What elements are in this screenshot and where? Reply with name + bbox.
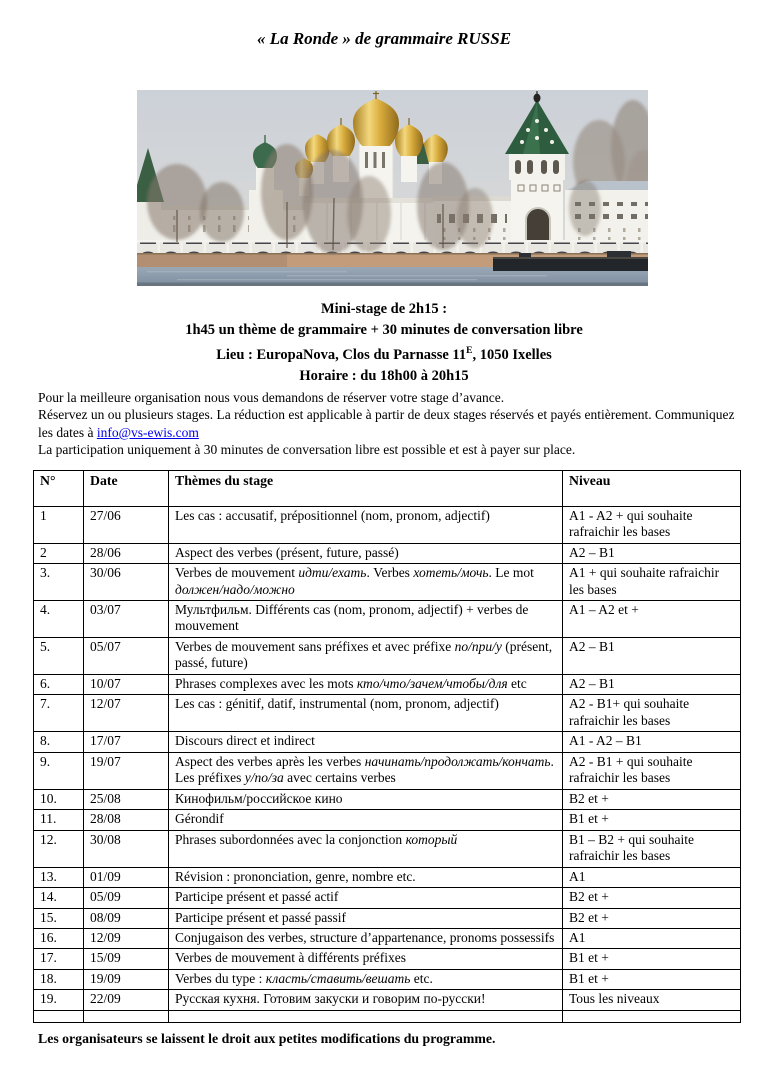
col-header-date: Date: [84, 470, 169, 506]
col-header-num: N°: [34, 470, 84, 506]
table-row: [34, 674, 741, 694]
cell-niveau: A1 - A2 + qui souhaite rafraichir les bases: [563, 506, 741, 543]
booking-notes: [38, 389, 738, 459]
table-row: [34, 601, 741, 638]
cell-theme: Participe présent et passé actif: [169, 888, 563, 908]
table-row: [34, 928, 741, 948]
cell-date: 01/09: [84, 867, 169, 887]
cell-niveau: A1 – A2 et +: [563, 601, 741, 638]
table-row: [34, 830, 741, 867]
cell-date: 10/07: [84, 674, 169, 694]
cell-theme: Aspect des verbes après les verbes начинать/продолжать/кончать. Les préfixes у/по/за avec certains verbes: [169, 752, 563, 789]
table-row: [34, 789, 741, 809]
cell-date: 27/06: [84, 506, 169, 543]
table-row: [34, 564, 741, 601]
cell-date: 08/09: [84, 908, 169, 928]
info-location-city: , 1050 Ixelles: [472, 346, 552, 363]
cell-niveau: A2 – B1: [563, 637, 741, 674]
cell-niveau: B2 et +: [563, 888, 741, 908]
cell-theme: Participe présent et passé passif: [169, 908, 563, 928]
monastery-photo: [137, 90, 648, 286]
stage-info-block: [0, 299, 768, 387]
cell-theme: Verbes de mouvement à différents préfixes: [169, 949, 563, 969]
table-row: [34, 908, 741, 928]
cell-theme: Les cas : génitif, datif, instrumental (nom, pronom, adjectif): [169, 695, 563, 732]
cell-theme: Gérondif: [169, 810, 563, 830]
cell-theme: Verbes de mouvement идти/ехать. Verbes хотеть/мочь. Le mot должен/надо/можно: [169, 564, 563, 601]
cell-num: 17.: [34, 949, 84, 969]
cell-num: 9.: [34, 752, 84, 789]
cell-num: 15.: [34, 908, 84, 928]
cell-date: 30/08: [84, 830, 169, 867]
cell-num: 4.: [34, 601, 84, 638]
cell-num: 16.: [34, 928, 84, 948]
table-row: [34, 752, 741, 789]
cell-num: 1: [34, 506, 84, 543]
cell-num: 18.: [34, 969, 84, 989]
cell-theme: Aspect des verbes (présent, future, passé): [169, 543, 563, 563]
cell-num: 3.: [34, 564, 84, 601]
cell-num: 7.: [34, 695, 84, 732]
table-row: [34, 637, 741, 674]
stage-table-body: [34, 506, 741, 1022]
cell-date: 12/09: [84, 928, 169, 948]
cell-theme: Verbes de mouvement sans préfixes et avec préfixe по/при/у (présent, passé, future): [169, 637, 563, 674]
info-duration: Mini-stage de 2h15 :: [320, 301, 448, 317]
cell-num: 12.: [34, 830, 84, 867]
cell-niveau: A2 - B1+ qui souhaite rafraichir les bases: [563, 695, 741, 732]
page-title: « La Ronde » de grammaire RUSSE: [256, 29, 512, 48]
cell-date: 30/06: [84, 564, 169, 601]
cell-niveau: A1 + qui souhaite rafraichir les bases: [563, 564, 741, 601]
cell-niveau: A1: [563, 928, 741, 948]
cell-theme: Кинофильм/российское кино: [169, 789, 563, 809]
info-location: [0, 341, 768, 366]
cell-date: [84, 1010, 169, 1022]
table-row: [34, 543, 741, 563]
cell-niveau: A2 - B1 + qui souhaite rafraichir les bases: [563, 752, 741, 789]
cell-niveau: B1 et +: [563, 949, 741, 969]
email-link[interactable]: info@vs-ewis.com: [96, 424, 199, 440]
footer-note: Les organisateurs se laissent le droit aux petites modifications du programme.: [38, 1030, 496, 1046]
cell-niveau: Tous les niveaux: [563, 990, 741, 1010]
cell-theme: Discours direct et indirect: [169, 732, 563, 752]
cell-niveau: B2 et +: [563, 789, 741, 809]
cell-date: 19/09: [84, 969, 169, 989]
cell-date: 05/07: [84, 637, 169, 674]
cell-theme: Conjugaison des verbes, structure d’appartenance, pronoms possessifs: [169, 928, 563, 948]
cell-date: 03/07: [84, 601, 169, 638]
cell-niveau: A1 - A2 – B1: [563, 732, 741, 752]
note-reserve: Pour la meilleure organisation nous vous demandons de réserver votre stage d’avance.: [38, 389, 505, 405]
cell-num: 19.: [34, 990, 84, 1010]
cell-num: 11.: [34, 810, 84, 830]
table-row: [34, 732, 741, 752]
table-row: [34, 990, 741, 1010]
cell-theme: Les cas : accusatif, prépositionnel (nom, pronom, adjectif): [169, 506, 563, 543]
cell-num: 10.: [34, 789, 84, 809]
table-row: [34, 506, 741, 543]
cell-niveau: [563, 1010, 741, 1022]
note-discount-text: Réservez un ou plusieurs stages. La réduction est applicable à partir de deux stages réservés et payés entièrement. Communiquez les dates à: [38, 407, 735, 440]
cell-num: 14.: [34, 888, 84, 908]
cell-num: 13.: [34, 867, 84, 887]
stage-table: [33, 470, 741, 1023]
cell-theme: [169, 1010, 563, 1022]
info-schedule: Horaire : du 18h00 à 20h15: [299, 367, 469, 384]
cell-date: 15/09: [84, 949, 169, 969]
cell-theme: Verbes du type : класть/ставить/вешать etc.: [169, 969, 563, 989]
cell-date: 22/09: [84, 990, 169, 1010]
cell-date: 25/08: [84, 789, 169, 809]
table-row: [34, 810, 741, 830]
cell-niveau: A2 – B1: [563, 674, 741, 694]
cell-date: 28/08: [84, 810, 169, 830]
cell-theme: Révision : prononciation, genre, nombre etc.: [169, 867, 563, 887]
cell-niveau: B1 – B2 + qui souhaite rafraichir les bases: [563, 830, 741, 867]
info-location-sup: E: [466, 346, 473, 356]
cell-niveau: B2 et +: [563, 908, 741, 928]
cell-niveau: B1 et +: [563, 810, 741, 830]
col-header-niveau: Niveau: [563, 470, 741, 506]
cell-num: 8.: [34, 732, 84, 752]
cell-num: 2: [34, 543, 84, 563]
cell-theme: Phrases complexes avec les mots кто/что/зачем/чтобы/для etc: [169, 674, 563, 694]
table-header-row: [34, 470, 741, 506]
cell-date: 12/07: [84, 695, 169, 732]
cell-theme: Phrases subordonnées avec la conjonction который: [169, 830, 563, 867]
cell-date: 17/07: [84, 732, 169, 752]
cell-theme: Мультфильм. Différents cas (nom, pronom, adjectif) + verbes de mouvement: [169, 601, 563, 638]
col-header-theme: Thèmes du stage: [169, 470, 563, 506]
table-row: [34, 888, 741, 908]
cell-theme: Русская кухня. Готовим закуски и говорим по-русски!: [169, 990, 563, 1010]
table-row: [34, 867, 741, 887]
cell-niveau: B1 et +: [563, 969, 741, 989]
table-row-empty: [34, 1010, 741, 1022]
cell-num: 6.: [34, 674, 84, 694]
table-row: [34, 695, 741, 732]
note-discount: [38, 406, 738, 441]
cell-date: 05/09: [84, 888, 169, 908]
info-format: 1h45 un thème de grammaire + 30 minutes de conversation libre: [185, 322, 583, 338]
info-location-text: Lieu : EuropaNova, Clos du Parnasse 11: [216, 346, 467, 363]
cell-date: 28/06: [84, 543, 169, 563]
note-participation: La participation uniquement à 30 minutes de conversation libre est possible et est à payer sur place.: [38, 442, 576, 458]
cell-num: 5.: [34, 637, 84, 674]
cell-num: [34, 1010, 84, 1022]
table-row: [34, 969, 741, 989]
cell-date: 19/07: [84, 752, 169, 789]
cell-niveau: A2 – B1: [563, 543, 741, 563]
cell-niveau: A1: [563, 867, 741, 887]
table-row: [34, 949, 741, 969]
